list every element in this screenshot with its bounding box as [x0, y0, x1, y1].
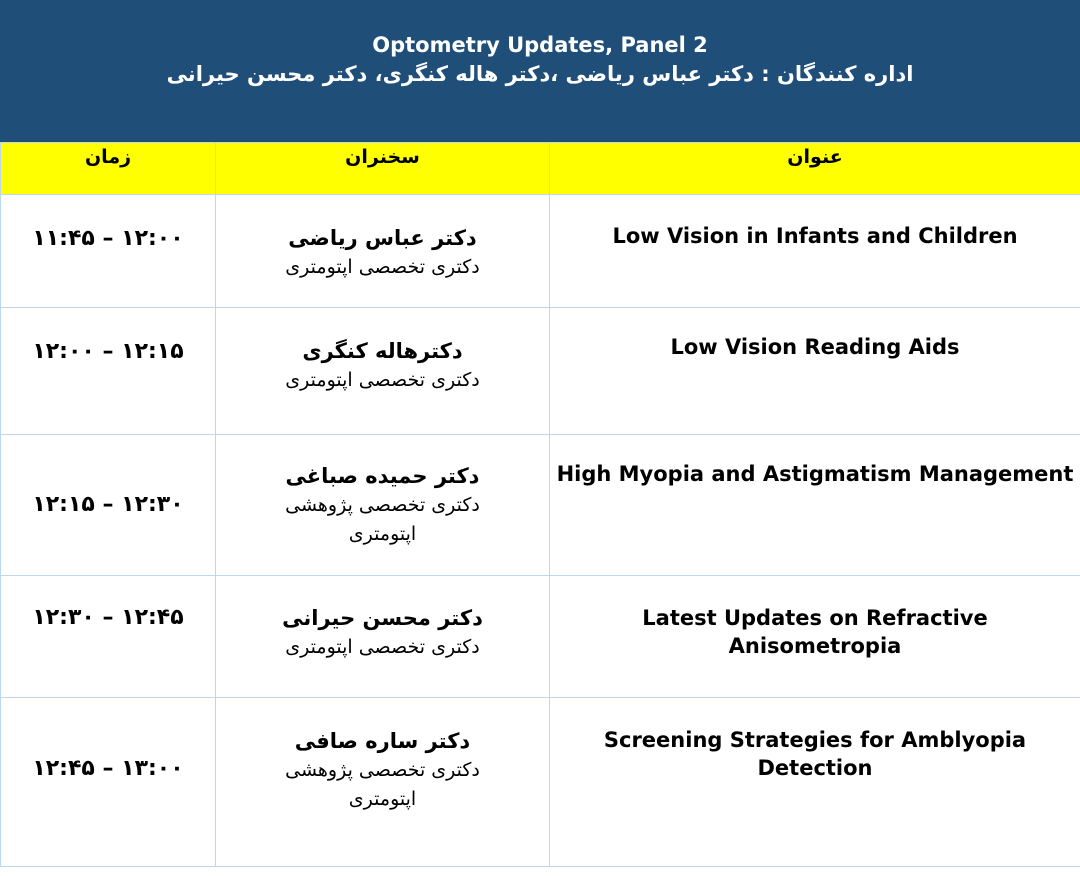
- speaker-name: دکتر محسن حیرانی: [282, 606, 483, 630]
- speaker-role: دکتری تخصصی اپتومتری: [285, 369, 480, 391]
- speaker-role: دکتری تخصصی پژوهشی اپتومتری: [285, 494, 480, 545]
- time-cell: [1, 435, 216, 576]
- speaker-name: دکترهاله کنگری: [302, 339, 463, 363]
- panel-header: [0, 0, 1080, 142]
- speaker-role: دکتری تخصصی پژوهشی اپتومتری: [285, 759, 480, 810]
- time-cell: [1, 308, 216, 435]
- table-row: [1, 195, 1080, 308]
- topic-cell: [550, 435, 1080, 576]
- topic-cell: [550, 576, 1080, 698]
- column-header-row: [1, 143, 1080, 195]
- speaker-role: دکتری تخصصی اپتومتری: [285, 256, 480, 278]
- talk-title: Latest Updates on Refractive Anisometropia: [642, 606, 988, 658]
- time-range: ۱۲:۰۰ – ۱۲:۱۵: [32, 339, 184, 364]
- speaker-name: دکتر ساره صافی: [294, 729, 471, 753]
- time-range: ۱۲:۴۵ – ۱۳:۰۰: [32, 756, 184, 781]
- table-row: [1, 308, 1080, 435]
- moderators-line: اداره کنندگان : دکتر عباس ریاضی ،دکتر هاله کنگری، دکتر محسن حیرانی: [166, 62, 914, 86]
- time-range: ۱۲:۳۰ – ۱۲:۴۵: [32, 605, 184, 630]
- column-header-speaker: سخنران: [216, 143, 550, 195]
- table-row: [1, 698, 1080, 867]
- talk-title: Low Vision in Infants and Children: [612, 224, 1018, 248]
- talk-title: Low Vision Reading Aids: [670, 335, 960, 359]
- topic-cell: [550, 195, 1080, 308]
- topic-cell: [550, 698, 1080, 867]
- talk-title: Screening Strategies for Amblyopia Detection: [603, 728, 1027, 780]
- time-cell: [1, 195, 216, 308]
- time-range: ۱۲:۱۵ – ۱۲:۳۰: [32, 492, 184, 517]
- talk-title: High Myopia and Astigmatism Management: [556, 462, 1074, 486]
- speaker-cell: [216, 435, 550, 576]
- time-cell: [1, 576, 216, 698]
- speaker-role: دکتری تخصصی اپتومتری: [285, 636, 480, 658]
- speaker-cell: [216, 698, 550, 867]
- speaker-cell: [216, 308, 550, 435]
- speaker-name: دکتر عباس ریاضی: [288, 226, 477, 250]
- panel-title: Optometry Updates, Panel 2: [372, 33, 708, 57]
- column-header-topic: عنوان: [550, 143, 1080, 195]
- speaker-cell: [216, 195, 550, 308]
- speaker-cell: [216, 576, 550, 698]
- time-range: ۱۱:۴۵ – ۱۲:۰۰: [32, 226, 184, 251]
- column-header-time: زمان: [1, 143, 216, 195]
- topic-cell: [550, 308, 1080, 435]
- schedule-table: [0, 142, 1080, 867]
- speaker-name: دکتر حمیده صباغی: [285, 464, 480, 488]
- table-row: [1, 435, 1080, 576]
- time-cell: [1, 698, 216, 867]
- table-row: [1, 576, 1080, 698]
